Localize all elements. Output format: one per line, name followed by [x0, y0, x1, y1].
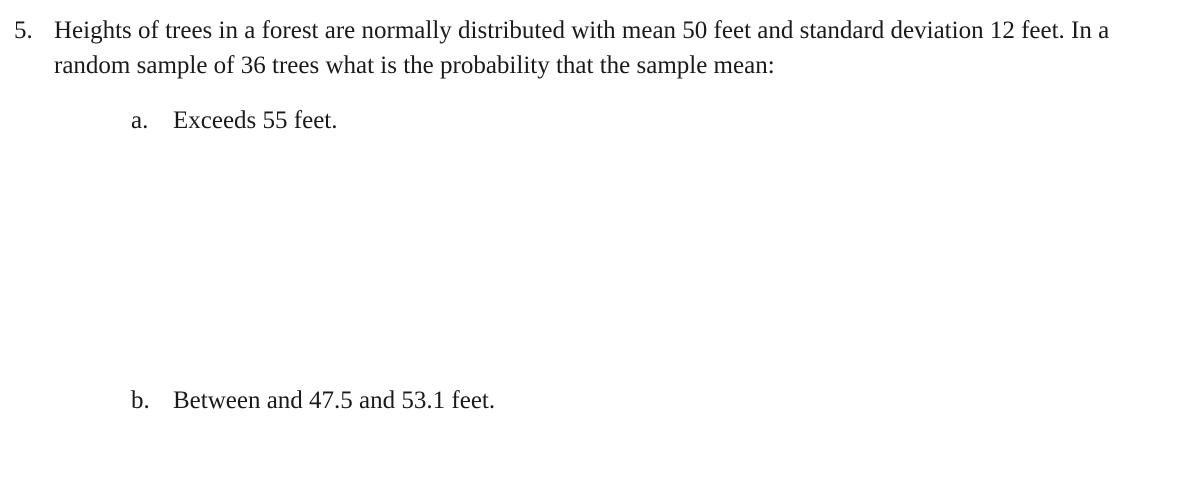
question-text-line-2: random sample of 36 trees what is the probability that the sample mean:: [54, 52, 775, 79]
part-a-text: Exceeds 55 feet.: [173, 107, 338, 134]
part-b-label: b.: [131, 387, 150, 414]
question-text-line-1: Heights of trees in a forest are normally distributed with mean 50 feet and standard deviation 12 feet. In a: [54, 17, 1110, 44]
problem-number: 5.: [14, 17, 33, 44]
part-b-text: Between and 47.5 and 53.1 feet.: [173, 387, 496, 414]
part-a-label: a.: [131, 107, 149, 134]
